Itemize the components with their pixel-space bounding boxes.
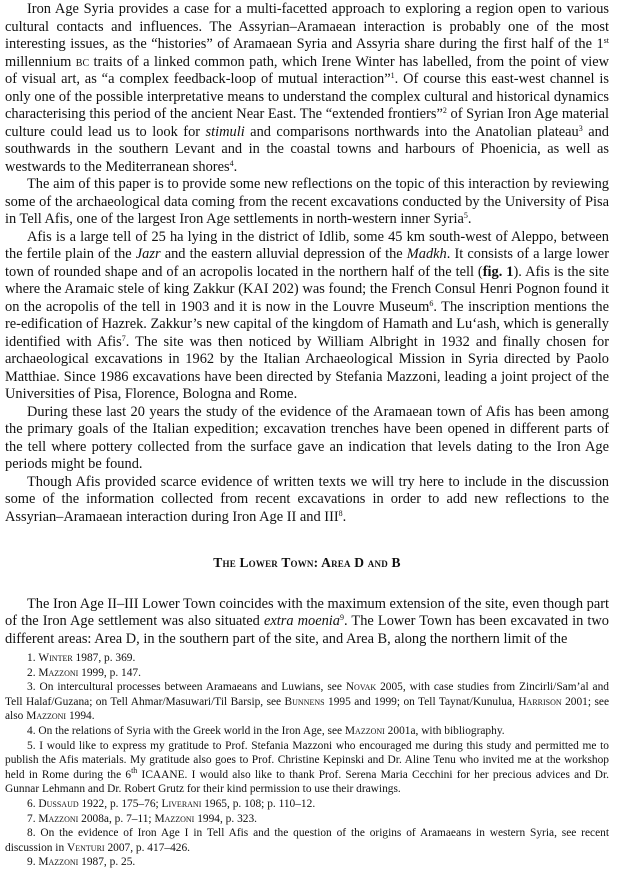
- author-name: Winter: [38, 652, 73, 664]
- text-run: . It consists of a large lower town of rounded shape and of an acropolis located in the northern half of the tell (: [5, 246, 609, 280]
- footnote-ref[interactable]: 7: [121, 333, 126, 343]
- text-run: and southwards in the southern Levant and in the coastal towns and harbours of Phoenicia, as well as westwards to the Mediterranean shores: [5, 123, 609, 175]
- text-run: The aim of this paper is to provide some new reflections on the topic of this interaction by reviewing some of the archaeological data coming from the recent excavations conducted by the University of Pisa in Tell Afis, one of the largest Iron Age settlements in north-western inner Syria: [5, 176, 609, 227]
- author-name: Dussaud: [38, 797, 79, 810]
- text-run: 1994.: [66, 710, 95, 723]
- text-run: Though Afis provided scarce evidence of written texts we will try here to include in the discussion some of the information collected from recent excavations in order to add new reflections to the Assyrian–Aramaean interaction during Iron Age II and III: [5, 473, 609, 525]
- text-run: .: [467, 211, 472, 227]
- footnote-9: [5, 855, 609, 870]
- text-run: 1965, p. 108; p. 110–12.: [201, 797, 316, 810]
- text-run: and the eastern alluvial depression of the: [160, 246, 407, 262]
- author-name: Mazzoni: [38, 812, 79, 825]
- footnote-ref[interactable]: 9: [340, 613, 344, 622]
- author-name: Liverani: [161, 797, 202, 810]
- text-run: . The Lower Town has been excavated in two different areas: Area D, in the southern part of the site, and Area B, along the northern limit of the: [5, 613, 609, 647]
- paragraph-texts: [5, 474, 609, 527]
- italic-term: Jazr: [135, 246, 161, 262]
- footnote-6: [5, 797, 609, 812]
- section-heading: The Lower Town: Area D and B: [213, 555, 401, 570]
- text-run: 7.: [27, 812, 39, 825]
- main-text: [5, 1, 609, 648]
- text-run: Afis is a large tell of 25 ha lying in the district of Idlib, some 45 km south-west of Aleppo, between the fertile plain of the: [5, 228, 609, 262]
- text-run: . Of course this east-west channel is only one of the possible interpretative means to understand the complex cultural and historical dynamics characterising this period of the ancient Near East. The “extended frontiers”: [5, 71, 609, 122]
- text-run: 2005, with case studies from Zincirli/Sam’al and Tell Halaf/Guzana; on Tell Ahmar/Masuwari/Til Barsip, see: [5, 681, 609, 708]
- text-run: ). Afis is the site where the Aramaic stele of king Zakkur (KAI 202) was found; the French Consul Henri Pognon found it on the acropolis of the tell in 1903 and it is now in the Louvre Museum: [5, 263, 609, 315]
- author-name: Harrison: [518, 695, 562, 708]
- italic-term: Madkh: [406, 246, 447, 262]
- era-abbreviation: bc: [75, 53, 90, 70]
- ordinal-suffix: th: [131, 765, 138, 775]
- text-run: 5. I would like to express my gratitude to Prof. Stefania Mazzoni who encouraged me during this study and permitted me to publish the Afis materials. My gratitude also goes to Prof. Christine Kepinski and Dr. Aline Tenu who invited me at the workshop held in Rome during the 6: [5, 739, 609, 781]
- text-run: . The site was then noticed by William Albright in 1932 and finally chosen for archaeological excavations in 1962 by the Italian Archaeological Mission in Syria directed by Paolo Matthiae. Since 1986 excavations have been directed by Stefania Mazzoni, leading a joint project of the Universities of Pisa, Florence, Bologna and Rome.: [5, 333, 609, 402]
- text-run: 9.: [27, 856, 39, 869]
- text-run: 1987, p. 369.: [72, 652, 136, 664]
- footnote-2: [5, 666, 609, 681]
- text-run: 1994, p. 323.: [194, 812, 258, 825]
- text-run: .: [342, 508, 347, 525]
- paragraph-intro: [5, 1, 609, 176]
- text-run: and comparisons northwards into the Anatolian plateau: [244, 123, 579, 140]
- ordinal-suffix: st: [603, 36, 609, 45]
- text-run: 1.: [27, 652, 39, 664]
- footnote-ref[interactable]: 8: [338, 508, 343, 518]
- text-run: 1987, p. 25.: [78, 856, 136, 869]
- text-run: of Syrian Iron Age material culture could lead us to look for: [5, 106, 609, 140]
- document-page: [0, 1, 620, 875]
- text-run: 3. On intercultural processes between Aramaeans and Luwians, see: [27, 681, 346, 694]
- text-run: 2.: [27, 666, 39, 679]
- author-name: Novak: [345, 681, 377, 694]
- footnote-ref[interactable]: 6: [429, 298, 434, 308]
- footnote-ref[interactable]: 3: [578, 123, 583, 133]
- italic-term: extra moenia: [263, 613, 340, 629]
- footnote-8: [5, 826, 609, 855]
- author-name: Mazzoni: [154, 812, 195, 825]
- footnote-ref[interactable]: 2: [442, 106, 447, 115]
- text-run: Iron Age Syria provides a case for a multi-facetted approach to exploring a region open to various cultural contacts and influences. The Assyrian–Aramaean interaction is probably one of the most interesting issues, as the “histories” of Aramaean Syria and Assyria share during the first half of the 1: [5, 1, 609, 52]
- text-run: 1995 and 1999; on Tell Taynat/Kunulua,: [324, 695, 519, 708]
- footnote-4: [5, 724, 609, 739]
- figure-ref[interactable]: fig. 1: [482, 263, 514, 280]
- text-run: 4. On the relations of Syria with the Greek world in the Iron Age, see: [27, 724, 345, 737]
- text-run: 2001a, with bibliography.: [384, 724, 505, 737]
- text-run: 1922, p. 175–76;: [78, 797, 162, 810]
- text-run: millennium: [5, 53, 76, 70]
- text-run: 1999, p. 147.: [78, 666, 141, 679]
- footnote-1: [5, 651, 609, 666]
- text-run: 6.: [27, 797, 39, 810]
- author-name: Mazzoni: [344, 724, 385, 737]
- author-name: Venturi: [67, 841, 105, 854]
- text-run: traits of a linked common path, which Irene Winter has labelled, from the point of view of visual art, as “a complex feedback-loop of mutual interaction”: [5, 53, 609, 87]
- text-run: ICAANE. I would also like to thank Prof. Serena Maria Cecchini for her precious advices and Dr. Gunnar Lehmann and Dr. Robert Grutz for their kind permission to use their drawings.: [5, 768, 609, 796]
- text-run: 8. On the evidence of Iron Age I in Tell Afis and the question of the origins of Aramaeans in western Syria, see recent discussion in: [5, 827, 609, 854]
- italic-term: stimuli: [205, 123, 245, 140]
- text-run: . The inscription mentions the re-edification of Hazrek. Zakkur’s new capital of the kingdom of Hamath and Lu‘ash, which is generally identified with Afis: [5, 298, 610, 350]
- author-name: Mazzoni: [26, 710, 67, 723]
- paragraph-study: During these last 20 years the study of the evidence of the Aramaean town of Afis has been among the primary goals of the Italian expedition; excavation trenches have been opened in different parts of the tell where pottery collected from the surface gave an indication that levels dating to the Iron Age periods might be found.: [5, 403, 609, 472]
- text-run: 2007, p. 417–426.: [104, 841, 191, 854]
- author-name: Mazzoni: [38, 856, 79, 869]
- paragraph-aim: [5, 176, 609, 229]
- author-name: Bunnens: [284, 695, 325, 708]
- footnotes: [5, 651, 609, 870]
- author-name: Mazzoni: [38, 666, 79, 679]
- text-run: .: [233, 158, 238, 175]
- footnote-5: [5, 739, 609, 797]
- footnote-7: [5, 812, 609, 827]
- footnote-ref[interactable]: 5: [463, 211, 468, 220]
- footnote-ref[interactable]: 1: [390, 71, 395, 80]
- footnote-3: [5, 680, 609, 724]
- paragraph-lower-town: [5, 596, 609, 649]
- paragraph-site: [5, 229, 609, 404]
- text-run: 2008a, p. 7–11;: [78, 812, 155, 825]
- text-run: The Iron Age II–III Lower Town coincides with the maximum extension of the site, even though part of the Iron Age settlement was also situated: [5, 595, 609, 629]
- footnote-ref[interactable]: 4: [229, 158, 234, 168]
- text-run: 2001; see also: [5, 695, 610, 723]
